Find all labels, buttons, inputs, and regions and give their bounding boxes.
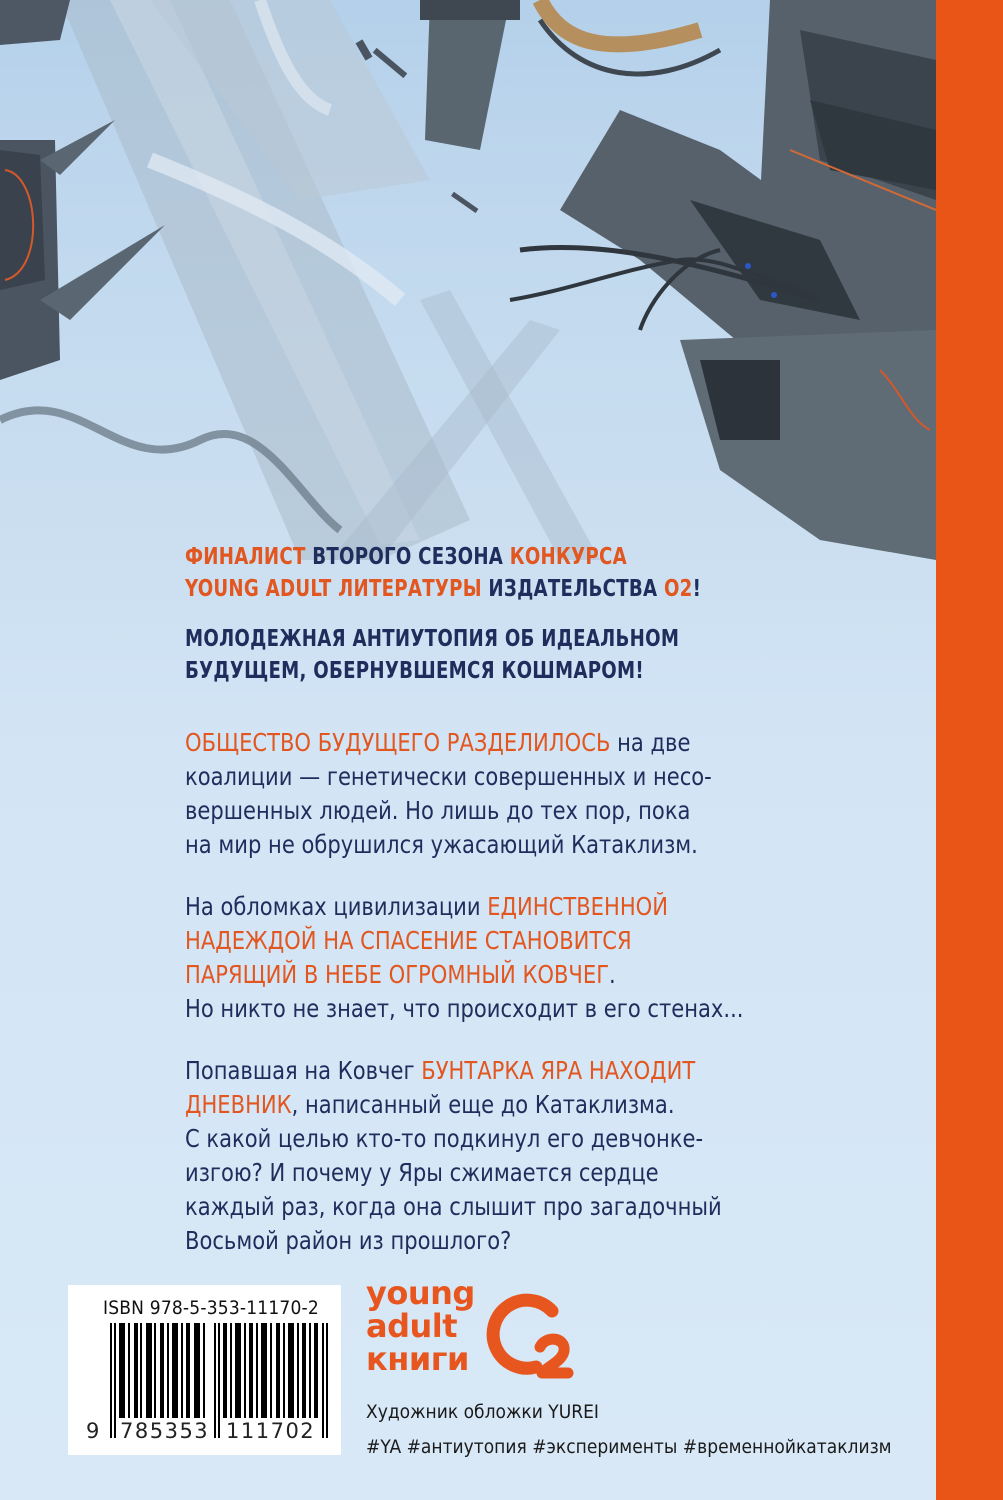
paragraph-line: коалиции — генетически совершенных и несо- (185, 762, 712, 791)
contest-headline (185, 540, 804, 604)
plain-text: , написанный еще до Катаклизма. (291, 1090, 675, 1119)
paragraph-line: НАДЕЖДОЙ НА СПАСЕНИЕ СТАНОВИТСЯ (185, 926, 632, 955)
plain-text: ИЗДАТЕЛЬСТВА (481, 574, 664, 602)
logo-line-knigi: книги (366, 1340, 469, 1378)
cover-artist-credit: Художник обложки YUREI (366, 1401, 599, 1423)
plain-text: ! (692, 574, 702, 602)
plain-text: На обломках цивилизации (185, 892, 488, 921)
plain-text: Попавшая на Ковчег (185, 1056, 422, 1085)
paragraph-line (185, 726, 804, 760)
barcode-digit-first: 9 (86, 1419, 101, 1443)
highlight-text: YOUNG ADULT ЛИТЕРАТУРЫ (185, 574, 482, 602)
paragraph-line (185, 1054, 804, 1088)
highlight-text: БУНТАРКА ЯРА НАХОДИТ (421, 1056, 696, 1085)
blurb-paragraph-1 (185, 726, 804, 862)
highlight-text: ЕДИНСТВЕННОЙ (487, 892, 669, 921)
o2-logo-icon (484, 1285, 574, 1380)
highlight-text: О2 (663, 574, 693, 602)
highlight-text: ПАРЯЩИЙ В НЕБЕ ОГРОМНЫЙ КОВЧЕГ (185, 960, 610, 989)
blurb-text-block (185, 540, 905, 1258)
barcode-digits-right: 111702 (226, 1419, 316, 1443)
contest-headline-line-2 (185, 572, 804, 604)
highlight-text: КОНКУРСА (509, 542, 627, 570)
highlight-text: ФИНАЛИСТ (185, 542, 306, 570)
contest-headline-line-1 (185, 540, 804, 572)
tagline-line-1: МОЛОДЕЖНАЯ АНТИУТОПИЯ ОБ ИДЕАЛЬНОМ (185, 624, 680, 652)
paragraph-line (185, 958, 804, 992)
paragraph-line: на мир не обрушился ужасающий Катаклизм. (185, 830, 698, 859)
paragraph-line (185, 890, 804, 924)
barcode-digits-left: 785353 (120, 1419, 210, 1443)
plain-text: на две (610, 728, 691, 757)
plain-text: ВТОРОГО СЕЗОНА (305, 542, 510, 570)
paragraph-line: Восьмой район из прошлого? (185, 1226, 512, 1255)
paragraph-line: вершенных людей. Но лишь до тех пор, пока (185, 796, 691, 825)
tagline-line-2: БУДУЩЕМ, ОБЕРНУВШЕМСЯ КОШМАРОМ! (185, 656, 644, 684)
isbn-barcode (68, 1285, 341, 1455)
logo-line-young: young (366, 1274, 475, 1312)
hashtags: #YA #антиутопия #эксперименты #временнойкатаклизм (366, 1436, 892, 1458)
highlight-text: ДНЕВНИК (185, 1090, 292, 1119)
orange-spine-strip (936, 0, 1003, 1500)
highlight-text: ОБЩЕСТВО БУДУЩЕГО РАЗДЕЛИЛОСЬ (185, 728, 611, 757)
paragraph-line: изгою? И почему у Яры сжимается сердце (185, 1158, 659, 1187)
paragraph-line: Но никто не знает, что происходит в его стенах... (185, 994, 744, 1023)
cover-illustration (0, 0, 936, 560)
paragraph-line: С какой целью кто-то подкинул его девчонке- (185, 1124, 704, 1153)
plain-text: . (609, 960, 616, 989)
genre-tagline (185, 622, 804, 686)
publisher-logo (366, 1274, 475, 1378)
isbn-label: ISBN 978-5-353-11170-2 (103, 1297, 319, 1319)
paragraph-line: каждый раз, когда она слышит про загадочный (185, 1192, 722, 1221)
paragraph-line (185, 1088, 804, 1122)
blurb-paragraph-3 (185, 1054, 804, 1258)
logo-line-adult: adult (366, 1307, 458, 1345)
blurb-paragraph-2 (185, 890, 804, 1026)
